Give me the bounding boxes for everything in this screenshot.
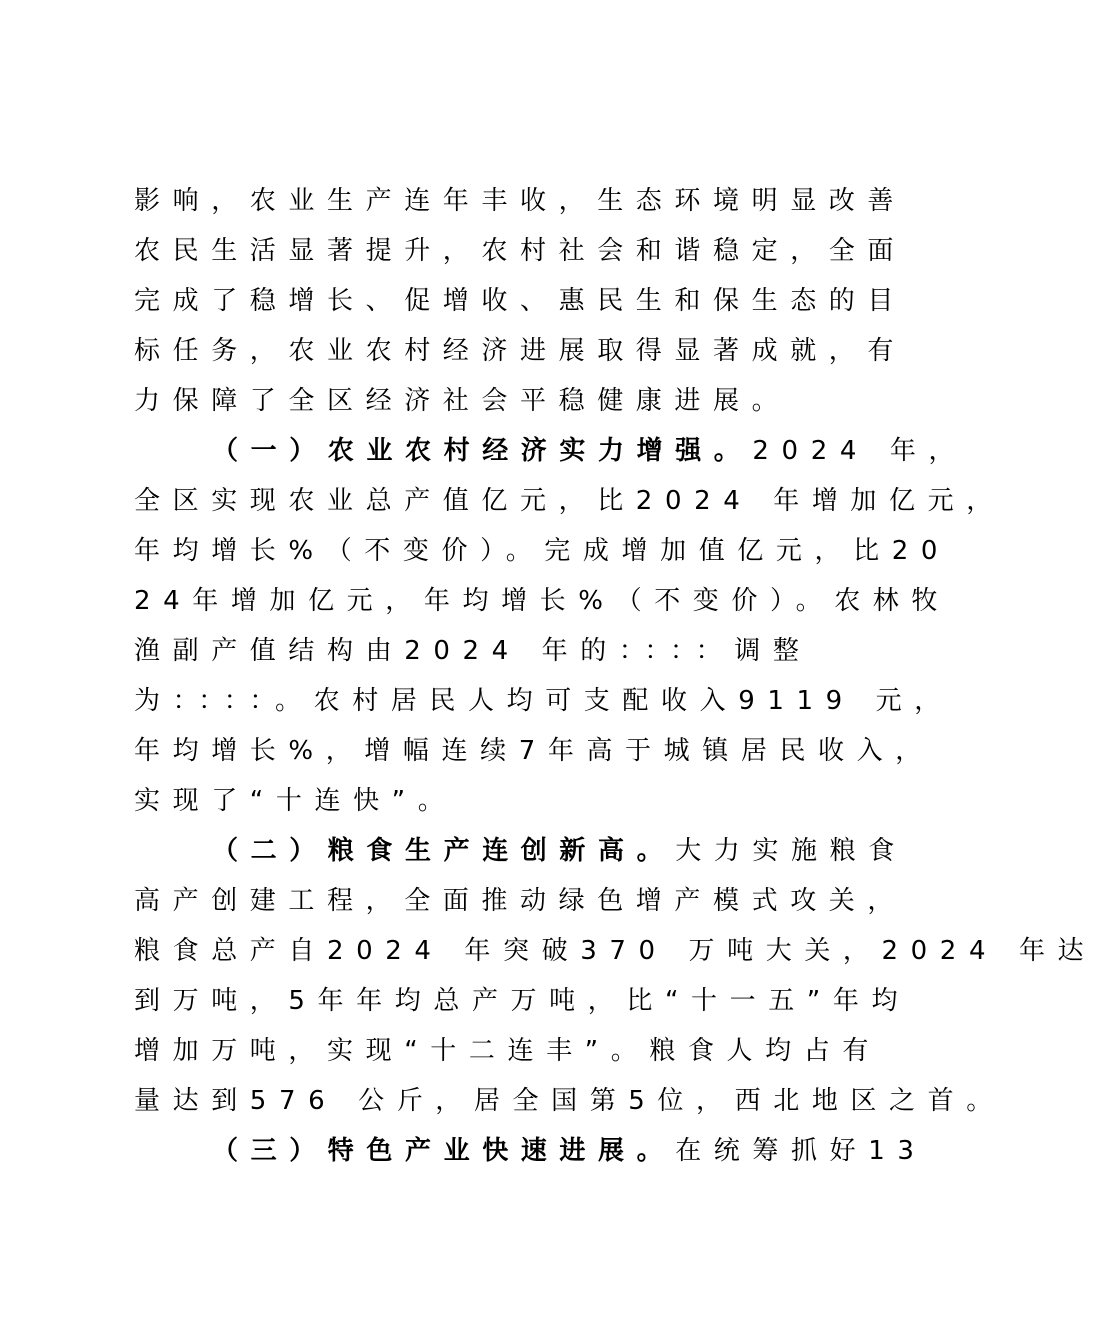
body-text-line: 农民生活显著提升，农村社会和谐稳定，全面 — [134, 236, 907, 266]
section-2-text: 大力实施粮食 — [675, 836, 907, 866]
body-text-line: 力保障了全区经济社会平稳健康进展。 — [134, 386, 791, 416]
body-text-line: 增加万吨，实现“十二连丰”。粮食人均占有 — [134, 1036, 881, 1066]
body-text-line: 年均增长%，增幅连续7年高于城镇居民收入， — [134, 736, 934, 766]
body-text-line: 量达到576 公斤，居全国第5位，西北地区之首。 — [134, 1086, 1005, 1116]
section-heading-2: （二）粮食生产连创新高。 — [212, 836, 676, 866]
body-text-line: 完成了稳增长、促增收、惠民生和保生态的目 — [134, 286, 907, 316]
section-1-text: 2024 年， — [752, 436, 968, 466]
body-text-line: 年均增长%（不变价）。完成增加值亿元，比20 — [134, 536, 950, 566]
body-text-line: 全区实现农业总产值亿元，比2024 年增加亿元， — [134, 486, 1005, 516]
section-3-text: 在统筹抓好13 — [675, 1136, 927, 1166]
body-text-line: 实现了“十连快”。 — [134, 786, 457, 816]
body-text-line: 粮食总产自2024 年突破370 万吨大关，2024 年达 — [134, 936, 1096, 966]
section-heading-3: （三）特色产业快速进展。 — [212, 1136, 676, 1166]
body-text-line: 渔副产值结构由2024 年的：：：：调整 — [134, 636, 812, 666]
section-1-line — [212, 436, 967, 466]
section-heading-1: （一）农业农村经济实力增强。 — [212, 436, 753, 466]
body-text-line: 到万吨，5年年均总产万吨，比“十一五”年均 — [134, 986, 911, 1016]
body-text-line: 24年增加亿元，年均增长%（不变价）。农林牧 — [134, 586, 950, 616]
body-text-line: 标任务，农业农村经济进展取得显著成就，有 — [134, 336, 907, 366]
section-2-line — [212, 836, 907, 866]
section-3-line — [212, 1136, 927, 1166]
body-text-line: 影响，农业生产连年丰收，生态环境明显改善 — [134, 186, 907, 216]
body-text-line: 高产创建工程，全面推动绿色增产模式攻关， — [134, 886, 907, 916]
body-text-line: 为：：：：。农村居民人均可支配收入9119 元， — [134, 686, 953, 716]
